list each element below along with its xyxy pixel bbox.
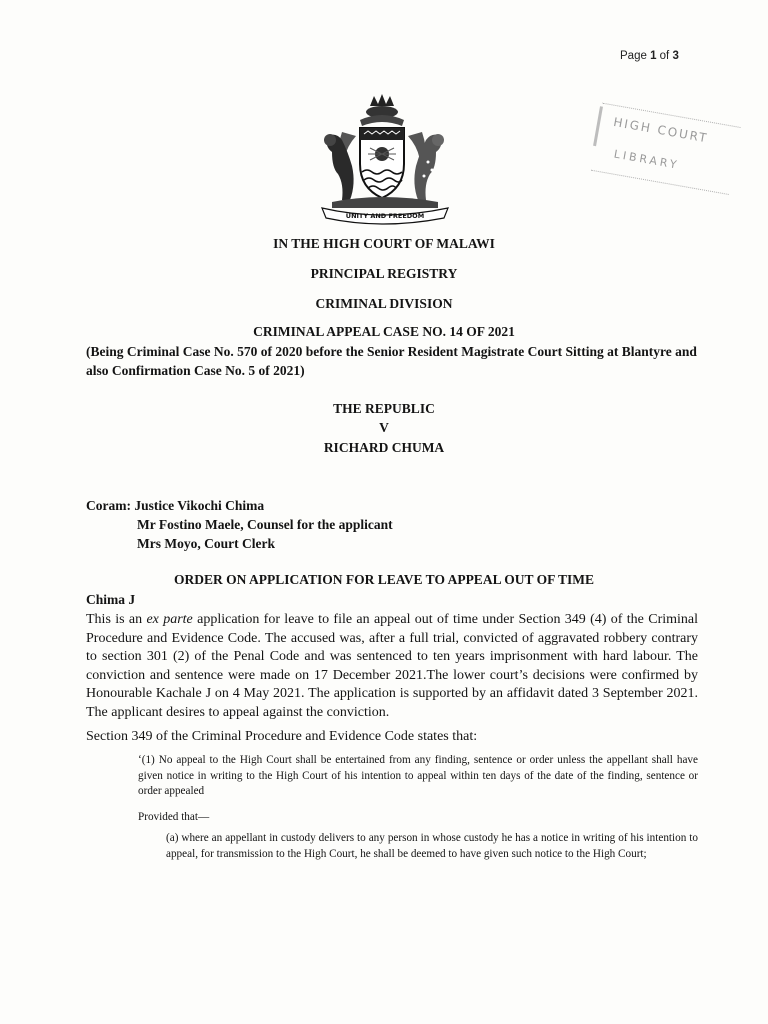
judge-name: Chima J <box>86 592 136 607</box>
coram-counsel: Mr Fostino Maele, Counsel for the applicant <box>137 517 393 532</box>
statute-intro: Section 349 of the Criminal Procedure and Evidence Code states that: <box>86 729 478 744</box>
court-heading: IN THE HIGH COURT OF MALAWI <box>273 236 495 251</box>
versus-label: V <box>379 420 389 435</box>
division-heading: CRIMINAL DIVISION <box>315 296 453 311</box>
coram-judge: Coram: Justice Vikochi Chima <box>86 498 265 513</box>
order-title: ORDER ON APPLICATION FOR LEAVE TO APPEAL OUT OF TIME <box>174 572 594 587</box>
coat-of-arms-emblem <box>312 92 458 226</box>
stamp-line-2: LIBRARY <box>612 147 681 172</box>
plaintiff-name: THE REPUBLIC <box>333 401 435 416</box>
page-number: Page 1 of 3 <box>620 50 679 62</box>
stamp-line-1: HIGH COURT <box>612 114 710 146</box>
defendant-name: RICHARD CHUMA <box>323 440 445 455</box>
registry-heading: PRINCIPAL REGISTRY <box>310 266 458 281</box>
coram-clerk: Mrs Moyo, Court Clerk <box>137 536 275 551</box>
statute-quote-paragraph-a: (a) where an appellant in custody delivers to any person in whose custody he has a notice in writing of his intention to appeal, for transmission to the High Court, he shall be deemed to have given such notice to the High Court; <box>166 832 698 860</box>
body-paragraph: This is an ex parte application for leave to file an appeal out of time under Section 349 (4) of the Criminal Procedure and Evidence Code. The accused was, after a full trial, convicted of aggravated robbery contrary to section 301 (2) of the Penal Code and was sentenced to ten years imprisonment with hard labour. The conviction and sentence were made on 17 December 2021.The lower court’s decisions were confirmed by Honourable Kachale J on 4 May 2021. The application is supported by an affidavit dated 3 September 2021. The applicant desires to appeal against the conviction. <box>86 612 698 720</box>
statute-quote-proviso: Provided that— <box>138 811 210 823</box>
statute-quote-subsection-1: ‘(1) No appeal to the High Court shall be entertained from any finding, sentence or order unless the appellant shall have given notice in writing to the High Court of his intention to appeal within ten days of the date of the finding, sentence or order appealed <box>138 754 698 797</box>
motto-text: UNITY AND FREEDOM <box>345 212 425 220</box>
case-subtitle: (Being Criminal Case No. 570 of 2020 before the Senior Resident Magistrate Court Sitting at Blantyre and also Confirmation Case No. 5 of 2021) <box>86 344 697 378</box>
library-stamp <box>580 96 745 221</box>
case-number-heading: CRIMINAL APPEAL CASE NO. 14 OF 2021 <box>253 324 515 339</box>
